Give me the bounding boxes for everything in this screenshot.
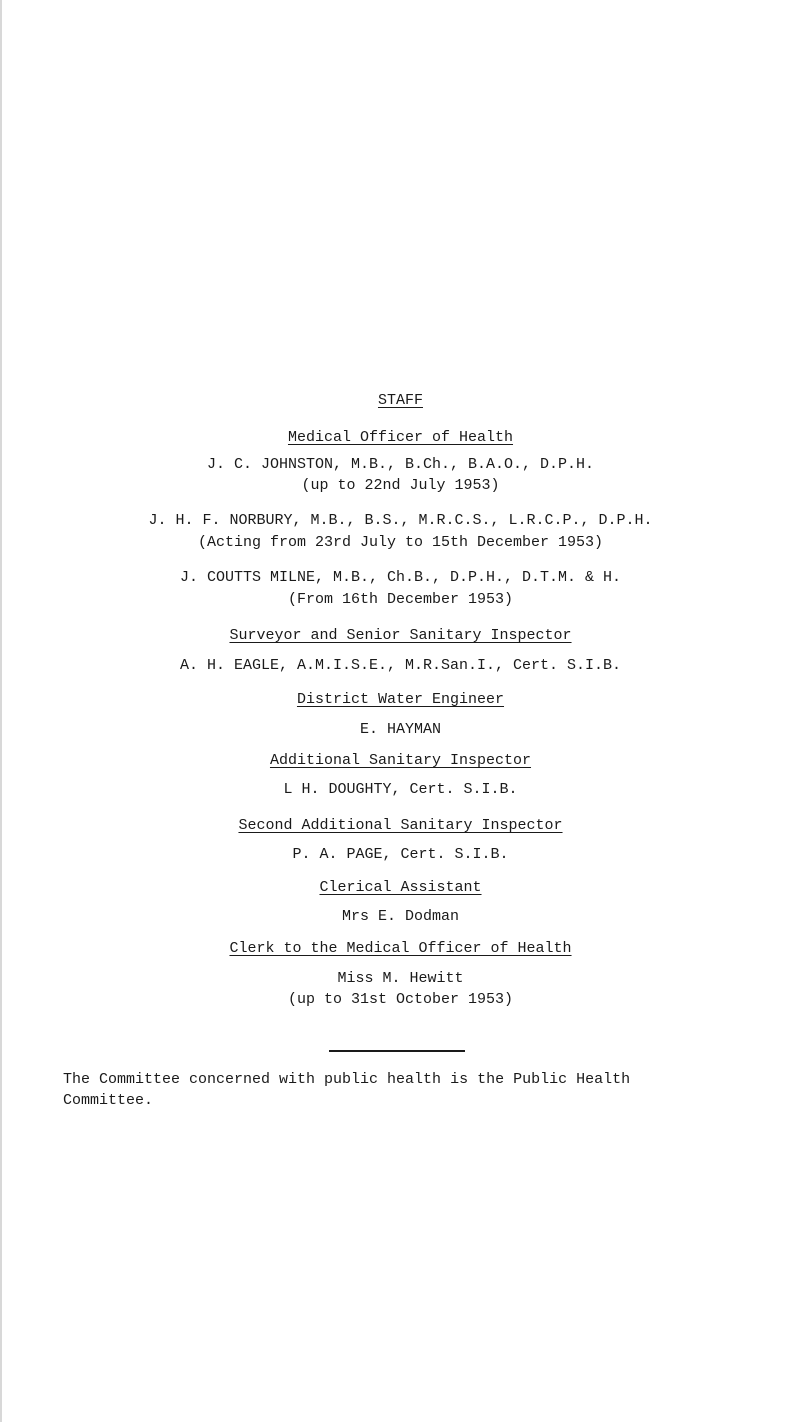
footer-note-line: The Committee concerned with public health is the Public Health: [63, 1071, 631, 1088]
staff-entry: E. HAYMAN: [359, 721, 441, 738]
staff-entry: J. H. F. NORBURY, M.B., B.S., M.R.C.S., L.R.C.P., D.P.H.: [148, 512, 653, 529]
footer-note-line: Committee.: [63, 1092, 154, 1109]
staff-entry-note: (Acting from 23rd July to 15th December 1953): [197, 534, 604, 551]
staff-entry: J. C. JOHNSTON, M.B., B.Ch., B.A.O., D.P.H.: [206, 456, 595, 473]
page-title: STAFF: [377, 392, 423, 409]
staff-entry: A. H. EAGLE, A.M.I.S.E., M.R.San.I., Cert. S.I.B.: [179, 657, 622, 674]
staff-entry: Mrs E. Dodman: [341, 908, 460, 925]
staff-entry-note: (From 16th December 1953): [287, 591, 514, 608]
section-heading-clerk: Clerk to the Medical Officer of Health: [229, 940, 572, 957]
section-divider: [329, 1050, 465, 1052]
staff-entry: P. A. PAGE, Cert. S.I.B.: [292, 846, 509, 863]
staff-entry-note: (up to 31st October 1953): [287, 991, 514, 1008]
page-edge: [0, 0, 2, 1422]
section-heading-medical-officer: Medical Officer of Health: [287, 429, 514, 446]
staff-entry: J. COUTTS MILNE, M.B., Ch.B., D.P.H., D.T.M. & H.: [179, 569, 622, 586]
section-heading-additional-inspector: Additional Sanitary Inspector: [269, 752, 532, 769]
section-heading-second-inspector: Second Additional Sanitary Inspector: [238, 817, 563, 834]
section-heading-clerical-assistant: Clerical Assistant: [319, 879, 482, 896]
staff-entry-note: (up to 22nd July 1953): [301, 477, 500, 494]
section-heading-water-engineer: District Water Engineer: [296, 691, 505, 708]
section-heading-surveyor: Surveyor and Senior Sanitary Inspector: [229, 627, 572, 644]
staff-entry: Miss M. Hewitt: [337, 970, 464, 987]
staff-entry: L H. DOUGHTY, Cert. S.I.B.: [283, 781, 518, 798]
